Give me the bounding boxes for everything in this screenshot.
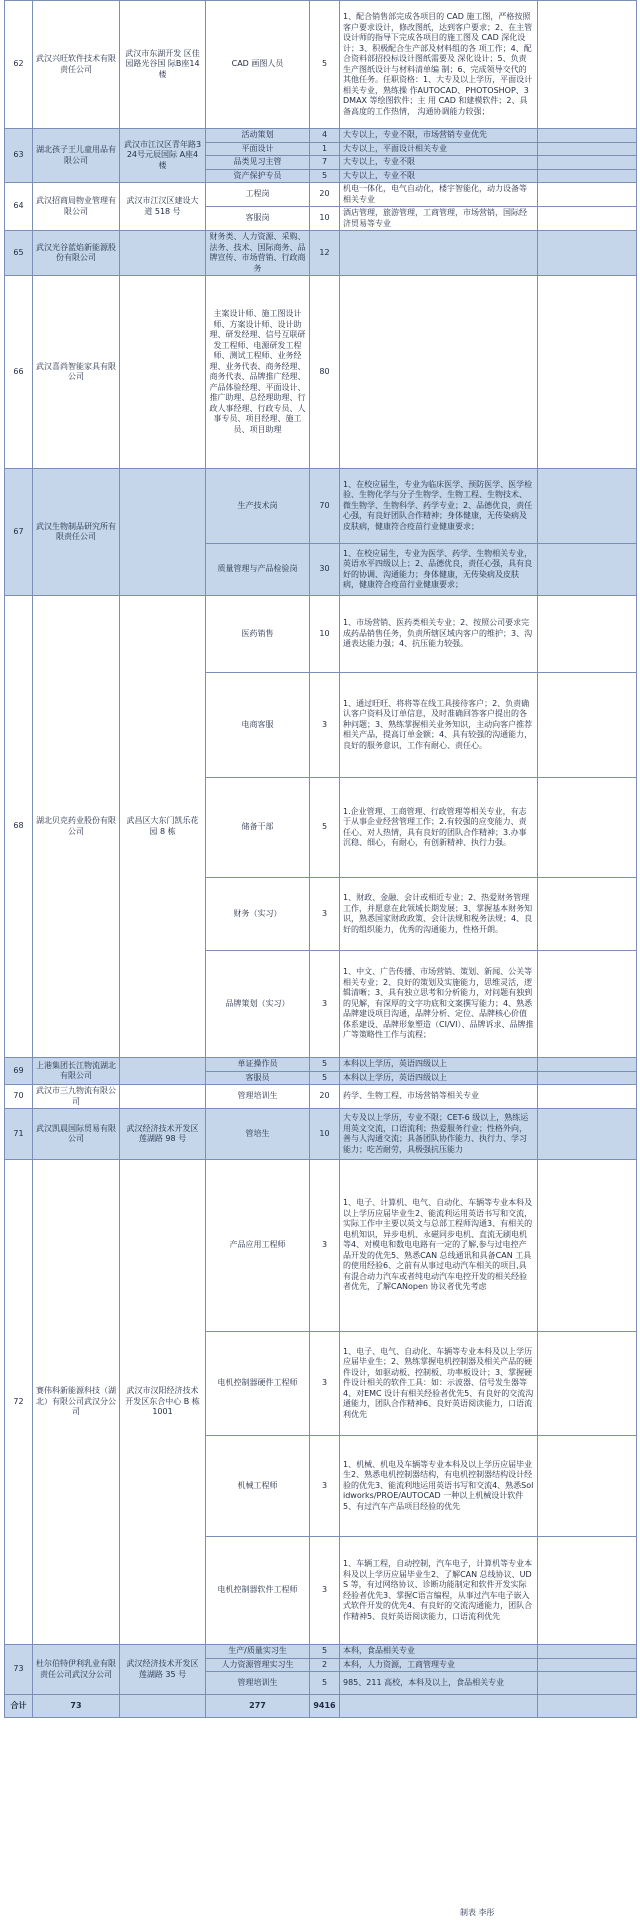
position-count: 10 [310, 1109, 340, 1160]
position-title: 机械工程师 [206, 1436, 310, 1537]
position-title: 电商客服 [206, 673, 310, 778]
position-requirements: 1、市场营销、医药类相关专业；2、按照公司要求完成药品销售任务，负责所辖区域内客户的维护；3、沟通表达能力强；4、抗压能力较强。 [340, 596, 538, 673]
position-count: 1 [310, 142, 340, 156]
position-count: 80 [310, 276, 340, 469]
company-name: 武汉光谷蓝焰新能源股份有限公司 [33, 231, 120, 276]
table-row [5, 1058, 637, 1072]
notes-cell [538, 1071, 637, 1085]
position-title: 单证操作员 [206, 1058, 310, 1072]
company-address: 武汉市东湖开发 区佳园路光谷国 际B座14楼 [120, 1, 206, 129]
notes-cell [538, 878, 637, 951]
position-count: 10 [310, 596, 340, 673]
position-requirements: 大专及以上学历，专业不限；CET-6 级以上，熟练运用英文交流，口语流利；热爱服务行业；性格外向，善与人沟通交流；具备团队协作能力、执行力、学习能力；吃苦耐劳，具极强抗压能力 [340, 1109, 538, 1160]
notes-cell [538, 596, 637, 673]
table-row [5, 1, 637, 129]
position-count: 5 [310, 778, 340, 878]
position-title: 医药销售 [206, 596, 310, 673]
notes-cell [538, 1672, 637, 1695]
table-row [5, 1645, 637, 1659]
position-count: 10 [310, 207, 340, 231]
total-address-empty [120, 1695, 206, 1718]
position-count: 5 [310, 169, 340, 183]
position-title: 客服岗 [206, 207, 310, 231]
position-requirements: 1、财政、金融、会计或相近专业；2、热爱财务管理工作，并愿意在此领域长期发展；3、掌握基本财务知识，熟悉国家财政政策、会计法规和税务法规；4、良好的组织能力，优秀的沟通能力，性格开朗。 [340, 878, 538, 951]
notes-cell [538, 1058, 637, 1072]
position-requirements: 大专以上，平面设计相关专业 [340, 142, 538, 156]
company-number: 65 [5, 231, 33, 276]
company-address: 武汉经济技术开发区莲湖路 35 号 [120, 1645, 206, 1695]
company-address: 武汉市汉阳经济技术开发区东合中心 B 栋1001 [120, 1160, 206, 1645]
position-count: 4 [310, 129, 340, 143]
position-title: 储备干部 [206, 778, 310, 878]
total-label: 合计 [5, 1695, 33, 1718]
company-number: 68 [5, 596, 33, 1058]
company-number: 71 [5, 1109, 33, 1160]
position-title: 活动策划 [206, 129, 310, 143]
position-requirements: 本科，人力资源，工商管理专业 [340, 1658, 538, 1672]
notes-cell [538, 231, 637, 276]
company-number: 69 [5, 1058, 33, 1085]
position-count: 5 [310, 1672, 340, 1695]
position-count: 3 [310, 1332, 340, 1436]
position-title: 品牌策划（实习） [206, 951, 310, 1058]
position-count: 12 [310, 231, 340, 276]
company-name: 武汉生物制品研究所有限责任公司 [33, 469, 120, 596]
table-row [5, 596, 637, 673]
company-number: 67 [5, 469, 33, 596]
company-name: 湖北贝克药业股份有限公司 [33, 596, 120, 1058]
position-title: 电机控制器硬件工程师 [206, 1332, 310, 1436]
position-count: 30 [310, 544, 340, 596]
notes-cell [538, 156, 637, 170]
position-count: 3 [310, 878, 340, 951]
position-requirements: 1、在校应届生，专业为医学、药学、生物相关专业，英语水平四级以上；2、品德优良，责任心强，具有良好的协调、沟通能力；身体健康，无传染病及皮肤病，健康符合疫苗行业健康要求； [340, 544, 538, 596]
notes-cell [538, 951, 637, 1058]
position-title: 财务类、人力资源、采购、法务、技术、国际商务、品牌宣传、市场营销、行政商务 [206, 231, 310, 276]
table-row [5, 1085, 637, 1109]
recruitment-table [4, 0, 637, 1718]
company-address [120, 231, 206, 276]
position-title: 产品应用工程师 [206, 1160, 310, 1332]
company-number: 66 [5, 276, 33, 469]
position-requirements: 本科以上学历，英语四级以上 [340, 1058, 538, 1072]
company-address [120, 1085, 206, 1109]
position-requirements: 1、在校应届生，专业为临床医学、预防医学、医学检验、生物化学与分子生物学、生物工程、生物技术、微生物学、生物科学、药学专业；2、品德优良，责任心强，有良好团队合作精神；身体健康，无传染病及皮肤病，健康符合疫苗行业健康要求； [340, 469, 538, 544]
company-address: 武汉市江汉区青年路324号元辰国际 A座4楼 [120, 129, 206, 183]
position-title: CAD 画图人员 [206, 1, 310, 129]
company-address: 武汉市江汉区建设大道 518 号 [120, 183, 206, 231]
position-title: 平面设计 [206, 142, 310, 156]
notes-cell [538, 1160, 637, 1332]
position-requirements: 1、通过旺旺、将将等在线工具接待客户；2、负责确认客户资料及订单信息，及时准确回答客户提出的各种问题；3、熟练掌握相关业务知识，主动向客户推荐相关产品，提高订单金额；4、具有较强的沟通能力，良好的服务意识，工作有耐心、责任心。 [340, 673, 538, 778]
company-name: 湖北孩子王儿童用品有限公司 [33, 129, 120, 183]
position-title: 管培生 [206, 1109, 310, 1160]
position-title: 人力资源管理实习生 [206, 1658, 310, 1672]
position-title: 品类见习主管 [206, 156, 310, 170]
position-requirements: 985、211 高校，本科及以上，食品相关专业 [340, 1672, 538, 1695]
company-number: 64 [5, 183, 33, 231]
position-title: 管理培训生 [206, 1085, 310, 1109]
notes-cell [538, 129, 637, 143]
notes-cell [538, 1658, 637, 1672]
company-address [120, 276, 206, 469]
total-row [5, 1695, 637, 1718]
company-address: 武昌区大东门凯乐花园 8 栋 [120, 596, 206, 1058]
notes-cell [538, 142, 637, 156]
position-requirements: 机电一体化，电气自动化，楼宇智能化，动力设备等相关专业 [340, 183, 538, 207]
position-count: 5 [310, 1645, 340, 1659]
position-count: 7 [310, 156, 340, 170]
notes-cell [538, 1, 637, 129]
company-name: 武汉凯晨国际贸易有限公司 [33, 1109, 120, 1160]
position-count: 70 [310, 469, 340, 544]
position-count: 5 [310, 1058, 340, 1072]
position-title: 客服员 [206, 1071, 310, 1085]
company-name: 武汉喜尚智能家具有限公司 [33, 276, 120, 469]
position-title: 主案设计师、施工图设计师、方案设计师、设计助理、研发经理、信号互联研发工程师、电源研发工程师、测试工程师、业务经理、业务代表、商务经理、商务代表、品牌推广经理、产品体验经理、平面设计、推广助理、总经理助理、行政人事经理、行政专员、人事专员、项目经理、施工员、项目助理 [206, 276, 310, 469]
position-requirements: 1.企业管理、工商管理、行政管理等相关专业，有志于从事企业经营管理工作；2.有较强的应变能力、责任心、对人热情，具有良好的团队合作精神；3.办事沉稳、细心，有耐心，有创新精神、执行力强。 [340, 778, 538, 878]
position-requirements: 酒店管理，旅游管理，工商管理，市场营销，国际经济贸易等专业 [340, 207, 538, 231]
position-title: 生产/质量实习生 [206, 1645, 310, 1659]
company-number: 63 [5, 129, 33, 183]
total-requirements-empty [340, 1695, 538, 1718]
table-row [5, 231, 637, 276]
position-requirements: 大专以上，专业不限 [340, 156, 538, 170]
position-requirements: 本科，食品相关专业 [340, 1645, 538, 1659]
company-name: 武汉兴旺软件技术有限责任公司 [33, 1, 120, 129]
position-count: 5 [310, 1, 340, 129]
total-notes-empty [538, 1695, 637, 1718]
position-title: 工程岗 [206, 183, 310, 207]
notes-cell [538, 469, 637, 544]
position-requirements: 1、电子、计算机、电气、自动化、车辆等专业本科及以上学历应届毕业生2、能流利运用英语书写和交流，实际工作中主要以英文与总部工程师沟通3、有相关的电机知识，异步电机、永磁同步电机、直流无刷电机等4、对模电和数电电路有一定的了解,参与过电控产品开发的优先5、熟悉CAN 总线通讯和具备CAN 工具的使用经验6、之前有从事过电动汽车相关的项目,具有混合动力汽车或者纯电动汽车电控开发的相关经验者优先，了解CANopen 协议者优先考虑 [340, 1160, 538, 1332]
notes-cell [538, 1645, 637, 1659]
total-positions: 277 [206, 1695, 310, 1718]
notes-cell [538, 276, 637, 469]
position-title: 财务（实习） [206, 878, 310, 951]
position-count: 2 [310, 1658, 340, 1672]
notes-cell [538, 778, 637, 878]
notes-cell [538, 183, 637, 207]
company-address: 武汉经济技术开发区莲湖路 98 号 [120, 1109, 206, 1160]
company-name: 武汉市三九物流有限公司 [33, 1085, 120, 1109]
position-count: 3 [310, 673, 340, 778]
notes-cell [538, 1085, 637, 1109]
notes-cell [538, 1332, 637, 1436]
company-address [120, 469, 206, 596]
notes-cell [538, 544, 637, 596]
table-row [5, 1160, 637, 1332]
company-name: 杜尔伯特伊利乳业有限责任公司武汉分公司 [33, 1645, 120, 1695]
position-title: 电机控制器软件工程师 [206, 1537, 310, 1645]
position-count: 5 [310, 1071, 340, 1085]
position-requirements: 药学、生物工程、市场营销等相关专业 [340, 1085, 538, 1109]
table-row [5, 469, 637, 544]
position-requirements: 1、电子、电气、自动化、车辆等专业本科及以上学历应届毕业生；2、熟练掌握电机控制器及相关产品的硬件设计，如驱动板、控制板、功率板设计；3、掌握硬件设计相关的软件工具：如：示波器、信号发生器等4、对EMC 设计有相关经验者优先5、有良好的交流沟通能力，团队合作精神6、良好英语阅读能力，口语流利优先 [340, 1332, 538, 1436]
total-count: 9416 [310, 1695, 340, 1718]
position-title: 质量管理与产品检验岗 [206, 544, 310, 596]
total-companies: 73 [33, 1695, 120, 1718]
signature-label: 制表 李彤 [460, 1908, 495, 1917]
position-count: 3 [310, 1537, 340, 1645]
company-number: 72 [5, 1160, 33, 1645]
position-requirements: 本科以上学历，英语四级以上 [340, 1071, 538, 1085]
company-number: 73 [5, 1645, 33, 1695]
position-requirements: 1、配合销售部完成各项目的 CAD 施工图，严格按照客户要求设计，修改图纸，达到客户要求；2、在主管设计师的指导下完成各项目的施工图及 CAD 深化设计；3、积极配合生产部及材料组的各 项工作；4、配合资料部招投标设计图纸需要及 深化设计；5、负责生产图纸设计与材料清单编 制；6、完成领导交代的其他任务。任职资格：1、大专及以上学历，平面设计相关专业，熟练操 作AUTOCAD、PHOTOSHOP、3DMAX 等绘图软件；主 用 CAD 和建模软件；2、具备高度的工作热情， 沟通协调能力较强； [340, 1, 538, 129]
notes-cell [538, 1436, 637, 1537]
position-requirements [340, 276, 538, 469]
table-body [5, 1, 637, 1718]
company-name: 武汉招商局物业管理有限公司 [33, 183, 120, 231]
position-count: 20 [310, 183, 340, 207]
position-count: 20 [310, 1085, 340, 1109]
position-requirements: 1、机械、机电及车辆等专业本科及以上学历应届毕业生2、熟悉电机控制器结构，有电机控制器结构设计经验的优先3、能流利地运用英语书写和交流4、熟悉Solidworks/PROE/AUTOCAD 一种以上机械设计软件5、有过汽车产品项目经验的优先 [340, 1436, 538, 1537]
table-row [5, 183, 637, 207]
position-title: 管理培训生 [206, 1672, 310, 1695]
company-name: 赛伟科新能源科技（湖北）有限公司武汉分公司 [33, 1160, 120, 1645]
position-requirements: 大专以上，专业不限，市场营销专业优先 [340, 129, 538, 143]
position-title: 资产保护专员 [206, 169, 310, 183]
company-number: 70 [5, 1085, 33, 1109]
notes-cell [538, 169, 637, 183]
position-requirements: 1、车辆工程，自动控制，汽车电子，计算机等专业本科及以上学历应届毕业生2、了解CAN 总线协议、UDS 等，有过网络协议、诊断功能制定和软件开发实际经验者优先3、掌握C语言编程，从事过汽车电子嵌入式软件开发的优先4、有良好的交流沟通能力，团队合作精神5、良好英语阅读能力，口语流利优先 [340, 1537, 538, 1645]
position-count: 3 [310, 951, 340, 1058]
position-title: 生产技术岗 [206, 469, 310, 544]
notes-cell [538, 1109, 637, 1160]
table-row [5, 276, 637, 469]
company-address [120, 1058, 206, 1085]
notes-cell [538, 673, 637, 778]
position-count: 3 [310, 1436, 340, 1537]
position-count: 3 [310, 1160, 340, 1332]
position-requirements: 1、中文、广告传播、市场营销、策划、新闻、公关等相关专业；2、良好的策划及实施能力，思维灵活，逻辑清晰；3、具有独立思考和分析能力，对问题有独到的见解，有深厚的文字功底和文案撰写能力；4、熟悉品牌建设项目沟通，品牌分析、定位、品牌核心价值体系建设、品牌形象塑造（CI/VI）、品牌诉求、品牌推广等策略性工作与流程； [340, 951, 538, 1058]
notes-cell [538, 1537, 637, 1645]
company-name: 上港集团长江物流湖北有限公司 [33, 1058, 120, 1085]
notes-cell [538, 207, 637, 231]
position-requirements: 大专以上，专业不限 [340, 169, 538, 183]
company-number: 62 [5, 1, 33, 129]
position-requirements [340, 231, 538, 276]
table-row [5, 1109, 637, 1160]
table-row [5, 129, 637, 143]
